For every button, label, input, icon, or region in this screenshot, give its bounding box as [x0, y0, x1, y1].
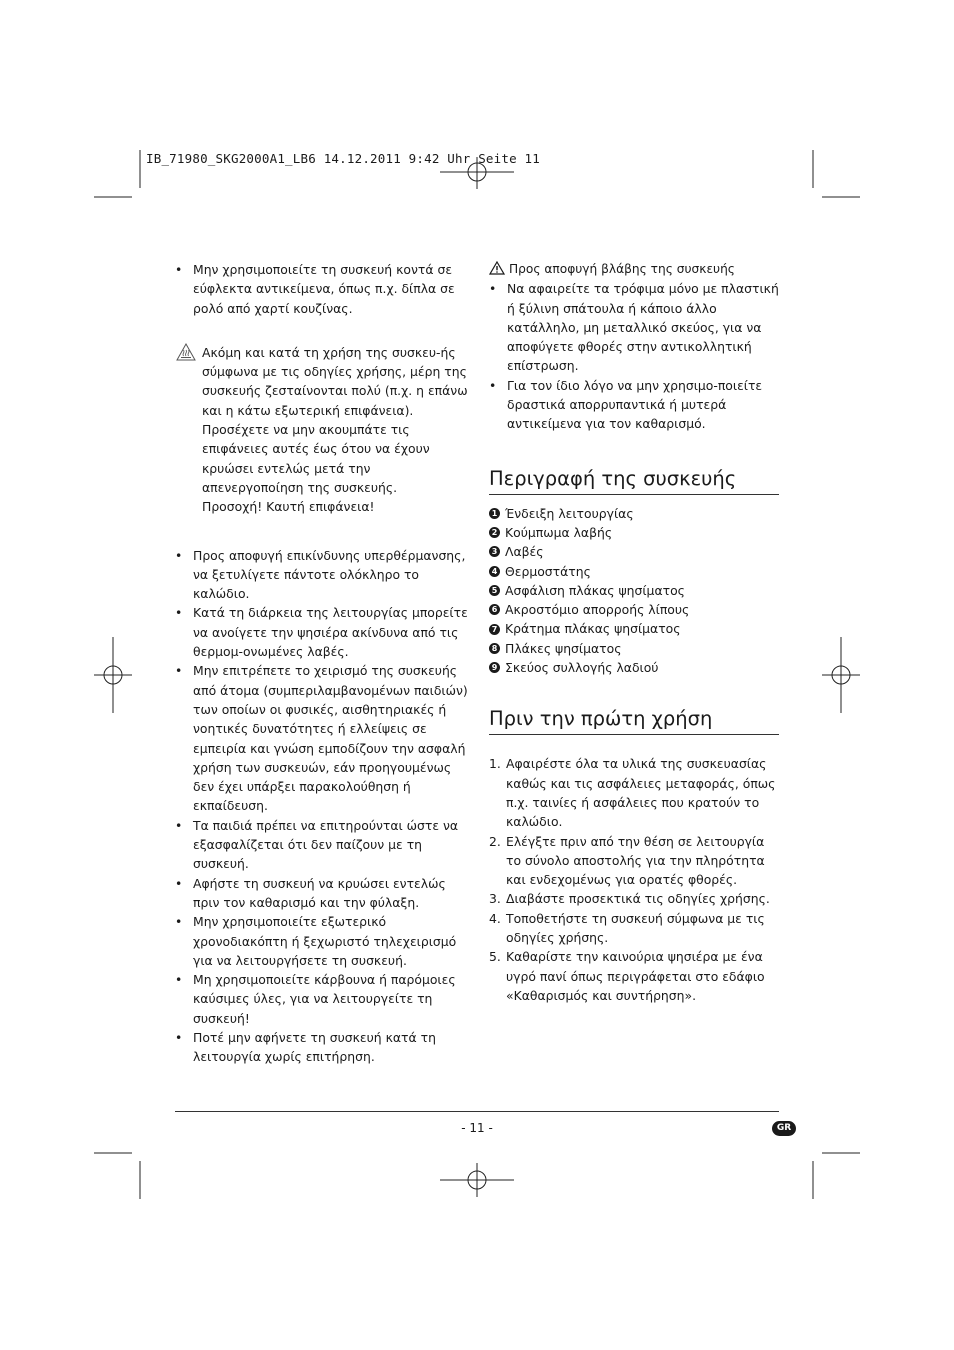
list-item: [489, 658, 779, 677]
list-item: [489, 581, 779, 600]
first-use-steps: [489, 754, 779, 1005]
warning-text: Ακόμη και κατά τη χρήση της συσκευ-ής σύμφωνα με τις οδηγίες χρήσης, μέρη της συσκευής ζεσταίνονται πολύ (π.χ. η επάνω και η κάτω εξωτερική επιφάνεια). Προσέχετε να μην ακουμπάτε τις επιφάνειες αυτές έως ότου να έχουν κρυώσει εντελώς μετά την απενεργοποίηση της συσκευής.: [202, 344, 468, 495]
hot-surface-warning: [175, 343, 470, 517]
list-item: [489, 504, 779, 523]
list-item: • Μην χρησιμοποιείτε εξωτερικό χρονοδιακόπτη ή ξεχωριστό τηλεχειρισμό για να λειτουργήσετε τη συσκευή.: [175, 912, 470, 970]
list-item: [489, 754, 779, 831]
part-label: Ασφάλιση πλάκας ψησίματος: [505, 582, 685, 598]
language-badge: GR: [772, 1121, 796, 1136]
step-number: 3.: [489, 891, 501, 907]
part-number-badge: 8: [489, 643, 500, 654]
part-number-badge: 3: [489, 546, 500, 557]
list-item: [489, 639, 779, 658]
part-number-badge: 6: [489, 604, 500, 615]
page-number: - 11 -: [461, 1121, 493, 1135]
list-item: • Μην χρησιμοποιείτε τη συσκευή κοντά σε εύφλεκτα αντικείμενα, όπως π.χ. δίπλα σε ρολό από χαρτί κουζίνας.: [175, 260, 470, 318]
list-item: • Προς αποφυγή επικίνδυνης υπερθέρμανσης, να ξετυλίγετε πάντοτε ολόκληρο το καλώδιο.: [175, 546, 470, 604]
list-item: [489, 562, 779, 581]
list-item: [489, 947, 779, 1005]
step-number: 5.: [489, 949, 501, 965]
part-label: Ένδειξη λειτουργίας: [505, 505, 634, 521]
list-item: [489, 600, 779, 619]
part-label: Θερμοστάτης: [505, 563, 591, 579]
part-label: Ακροστόμιο απορροής λίπους: [505, 602, 690, 618]
step-number: 1.: [489, 756, 501, 772]
part-label: Σκεύος συλλογής λαδιού: [505, 660, 659, 676]
list-item: [489, 542, 779, 561]
part-number-badge: 1: [489, 508, 500, 519]
list-item: • Τα παιδιά πρέπει να επιτηρούνται ώστε να εξασφαλίζεται ότι δεν παίζουν με τη συσκευή.: [175, 816, 470, 874]
list-item: • Ποτέ μην αφήνετε τη συσκευή κατά τη λειτουργία χωρίς επιτήρηση.: [175, 1028, 470, 1067]
list-item: • Αφήστε τη συσκευή να κρυώσει εντελώς πριν τον καθαρισμό και την φύλαξη.: [175, 874, 470, 913]
safety-bullets-bottom: [175, 546, 470, 1067]
step-text: Τοποθετήστε τη συσκευή σύμφωνα με τις οδηγίες χρήσης.: [506, 910, 765, 946]
list-item: [489, 909, 779, 948]
list-item: • Κατά τη διάρκεια της λειτουργίας μπορείτε να ανοίγετε την ψησιέρα ακίνδυνα από τις θερμομ-ονωμένες λαβές.: [175, 603, 470, 661]
parts-list: [489, 504, 779, 678]
hot-surface-warning-icon: [176, 343, 196, 361]
step-text: Καθαρίστε την καινούρια ψησιέρα με ένα υγρό πανί όπως περιγράφεται στο εδάφιο «Καθαρισμός και συντήρηση».: [506, 949, 765, 1003]
part-number-badge: 4: [489, 566, 500, 577]
part-number-badge: 7: [489, 624, 500, 635]
caution-heading-text: Προς αποφυγή βλάβης της συσκευής: [509, 262, 735, 276]
footer-rule: [175, 1111, 779, 1112]
list-item: • Μην επιτρέπετε το χειρισμό της συσκευής από άτομα (συμπεριλαμβανομένων παιδιών) των οποίων οι φυσικές, αισθητηριακές ή νοητικές δυνατότητες ή ελλείψεις σε εμπειρία και γνώση εμποδίζουν την ασφαλή χρήση των συσκευών, εάν προηγουμένως δεν έχει υπάρξει παρακολούθηση ή εκπαίδευση.: [175, 661, 470, 815]
list-item: • Για τον ίδιο λόγο να μην χρησιμο-ποιείτε δραστικά απορρυπαντικά ή μυτερά αντικείμενα για τον καθαρισμό.: [489, 376, 779, 434]
step-number: 2.: [489, 833, 501, 849]
left-column: [175, 260, 470, 1067]
part-label: Κούμπωμα λαβής: [505, 524, 613, 540]
warning-triangle-icon: [489, 261, 505, 275]
part-label: Πλάκες ψησίματος: [505, 640, 622, 656]
step-text: Διαβάστε προσεκτικά τις οδηγίες χρήσης.: [506, 891, 770, 907]
safety-bullets-top: [175, 260, 470, 318]
list-item: [489, 523, 779, 542]
list-item: [489, 832, 779, 890]
step-text: Ελέγξτε πριν από την θέση σε λειτουργία το σύνολο αποστολής για την πληρότητα και ενδεχομένως για ορατές φθορές.: [506, 833, 765, 888]
caution-heading: [489, 260, 779, 279]
caution-bullets: [489, 279, 779, 433]
part-number-badge: 5: [489, 585, 500, 596]
section-title-description: Περιγραφή της συσκευής: [489, 467, 779, 495]
list-item: • Να αφαιρείτε τα τρόφιμα μόνο με πλαστική ή ξύλινη σπάτουλα ή κάποιο άλλο κατάλληλο, μη μεταλλικό σκεύος, για να αποφύγετε φθορές στην αντικολλητική επίστρωση.: [489, 279, 779, 375]
list-item: • Μη χρησιμοποιείτε κάρβουνα ή παρόμοιες καύσιμες ύλες, για να λειτουργείτε τη συσκευή!: [175, 970, 470, 1028]
part-number-badge: 2: [489, 527, 500, 538]
print-header: IB_71980_SKG2000A1_LB6 14.12.2011 9:42 Uhr Seite 11: [146, 151, 541, 166]
part-label: Λαβές: [505, 544, 544, 560]
step-number: 4.: [489, 910, 501, 926]
warning-caution: Προσοχή! Καυτή επιφάνεια!: [202, 499, 375, 515]
step-text: Αφαιρέστε όλα τα υλικά της συσκευασίας καθώς και τις ασφάλειες μεταφοράς, όπως π.χ. ταινίες ή ασφάλειες που κρατούν το καλώδιο.: [506, 756, 776, 830]
part-number-badge: 9: [489, 662, 500, 673]
list-item: [489, 619, 779, 638]
right-column: [489, 260, 779, 1005]
part-label: Κράτημα πλάκας ψησίματος: [505, 621, 681, 637]
section-title-first-use: Πριν την πρώτη χρήση: [489, 707, 779, 735]
list-item: [489, 889, 779, 908]
